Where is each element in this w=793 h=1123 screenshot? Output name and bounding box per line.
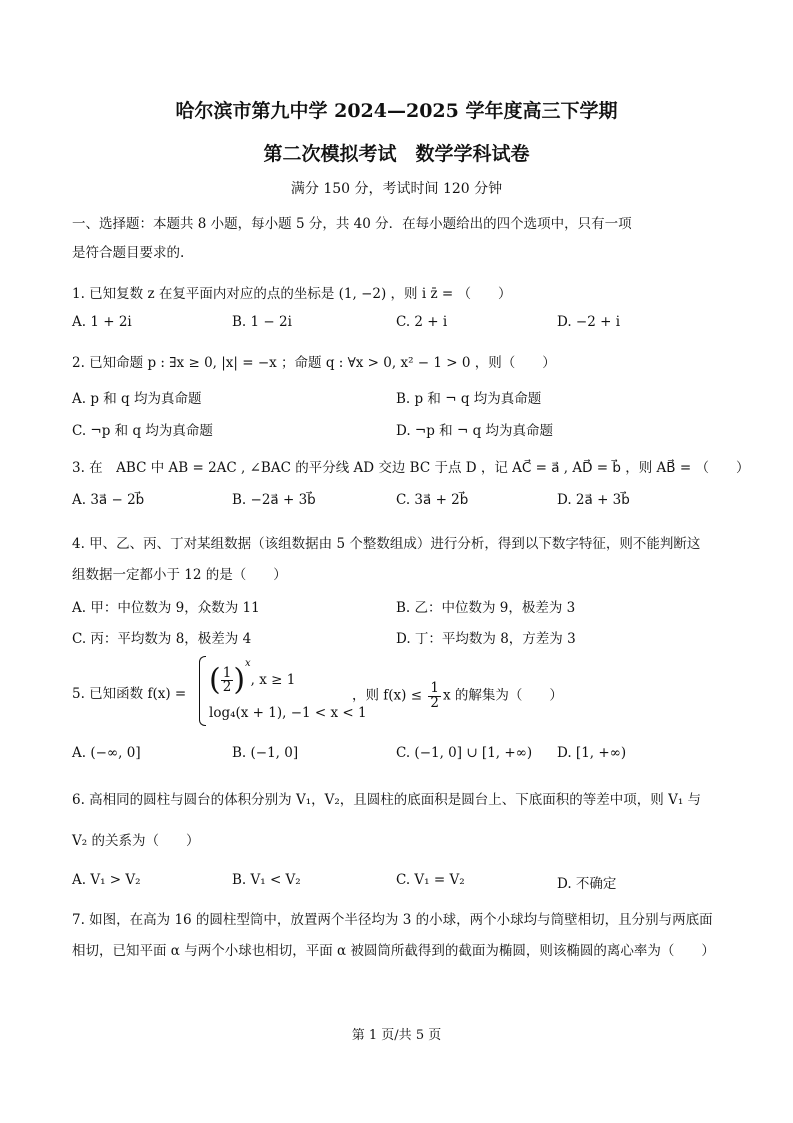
question-6-option-a: A. V₁ > V₂ [72,872,141,888]
question-3-option-b: B. −2a⃗ + 3b⃗ [232,492,316,508]
question-4-option-d: D. 丁：平均数为 8，方差为 3 [396,631,576,647]
case1-condition: , x ≥ 1 [250,672,296,688]
question-5-stem-prefix: 5. 已知函数 f(x) = [72,686,187,702]
question-7-stem-line1: 7. 如图，在高为 16 的圆柱型筒中，放置两个半径均为 3 的小球，两个小球均与筒壁相切，且分别与两底面 [72,912,713,928]
question-2-option-a: A. p 和 q 均为真命题 [72,391,202,407]
question-6-option-b: B. V₁ < V₂ [232,872,301,888]
piecewise-case-1: ( $\frac{1}{2}$ )$^x$, x ≥ 1 [209,658,296,698]
question-6-option-d: D. 不确定 [557,876,617,892]
question-5-option-c: C. (−1, 0] ∪ [1, +∞) [396,745,533,761]
fraction-denominator: 2 [430,694,439,711]
exam-subtitle: 第二次模拟考试 数学学科试卷 [263,143,530,165]
question-1-option-d: D. −2 + i [557,314,621,330]
question-2-option-c: C. ¬p 和 q 均为真命题 [72,423,213,439]
exam-info: 满分 150 分，考试时间 120 分钟 [290,181,503,197]
question-5-suffix-a: ，则 f(x) ≤ [352,687,423,704]
page-number: 第 1 页/共 5 页 [351,1028,442,1043]
question-5-stem-suffix [352,682,563,710]
question-5-option-b: B. (−1, 0] [232,745,299,761]
piecewise-case-2: log₄(x + 1), −1 < x < 1 [209,705,367,721]
question-2-option-d: D. ¬p 和 ¬ q 均为真命题 [396,423,553,439]
question-5-option-d: D. [1, +∞) [557,745,627,761]
section-heading-line1: 一、选择题：本题共 8 小题，每小题 5 分，共 40 分．在每小题给出的四个选项中，只有一项 [72,216,632,232]
question-3-option-a: A. 3a⃗ − 2b⃗ [72,492,145,508]
question-7-stem-line2: 相切，已知平面 α 与两个小球也相切，平面 α 被圆筒所截得到的截面为椭圆，则该椭圆的离心率为（ ） [72,943,715,959]
piecewise-brace [199,656,206,726]
question-2-option-b: B. p 和 ¬ q 均为真命题 [396,391,542,407]
question-1-option-b: B. 1 − 2i [232,314,292,330]
question-2-stem: 2. 已知命题 p : ∃x ≥ 0, |x| = −x ；命题 q : ∀x > 0, x² − 1 > 0 ，则（ ） [72,355,556,371]
question-6-stem-line1: 6. 高相同的圆柱与圆台的体积分别为 V₁，V₂，且圆柱的底面积是圆台上、下底面积的等差中项，则 V₁ 与 [72,792,702,808]
question-4-option-c: C. 丙：平均数为 8，极差为 4 [72,631,252,647]
question-1-option-c: C. 2 + i [396,314,448,330]
section-heading-line2: 是符合题目要求的. [72,245,185,261]
case1-base-denominator: 2 [222,679,232,695]
fraction-numerator: 1 [430,680,439,696]
question-3-option-c: C. 3a⃗ + 2b⃗ [396,492,469,508]
case1-base-numerator: 1 [222,664,232,681]
question-6-stem-line2: V₂ 的关系为（ ） [72,833,200,849]
question-5-suffix-b: x 的解集为（ ） [442,687,563,704]
question-3-option-d: D. 2a⃗ + 3b⃗ [557,492,630,508]
question-6-option-c: C. V₁ = V₂ [396,872,465,888]
question-1-option-a: A. 1 + 2i [72,314,132,330]
question-5-option-a: A. (−∞, 0] [72,745,141,761]
question-4-stem-line1: 4. 甲、乙、丙、丁对某组数据（该组数据由 5 个整数组成）进行分析，得到以下数字特征，则不能判断这 [72,536,701,552]
question-4-option-b: B. 乙：中位数为 9，极差为 3 [396,600,576,616]
exam-title: 哈尔滨市第九中学 2024—2025 学年度高三下学期 [175,100,618,122]
question-3-stem: 3. 在 ABC 中 AB = 2AC , ∠BAC 的平分线 AD 交边 BC 于点 D ，记 AC⃗ = a⃗ , AD⃗ = b⃗ ，则 AB⃗ = （ ） [72,460,750,476]
question-4-stem-line2: 组数据一定都小于 12 的是（ ） [72,567,287,583]
question-4-option-a: A. 甲：中位数为 9，众数为 11 [72,600,260,616]
case1-exponent: x [245,658,251,669]
question-1-stem: 1. 已知复数 z 在复平面内对应的点的坐标是 (1, −2) ，则 i z̄ = （ ） [72,286,512,302]
